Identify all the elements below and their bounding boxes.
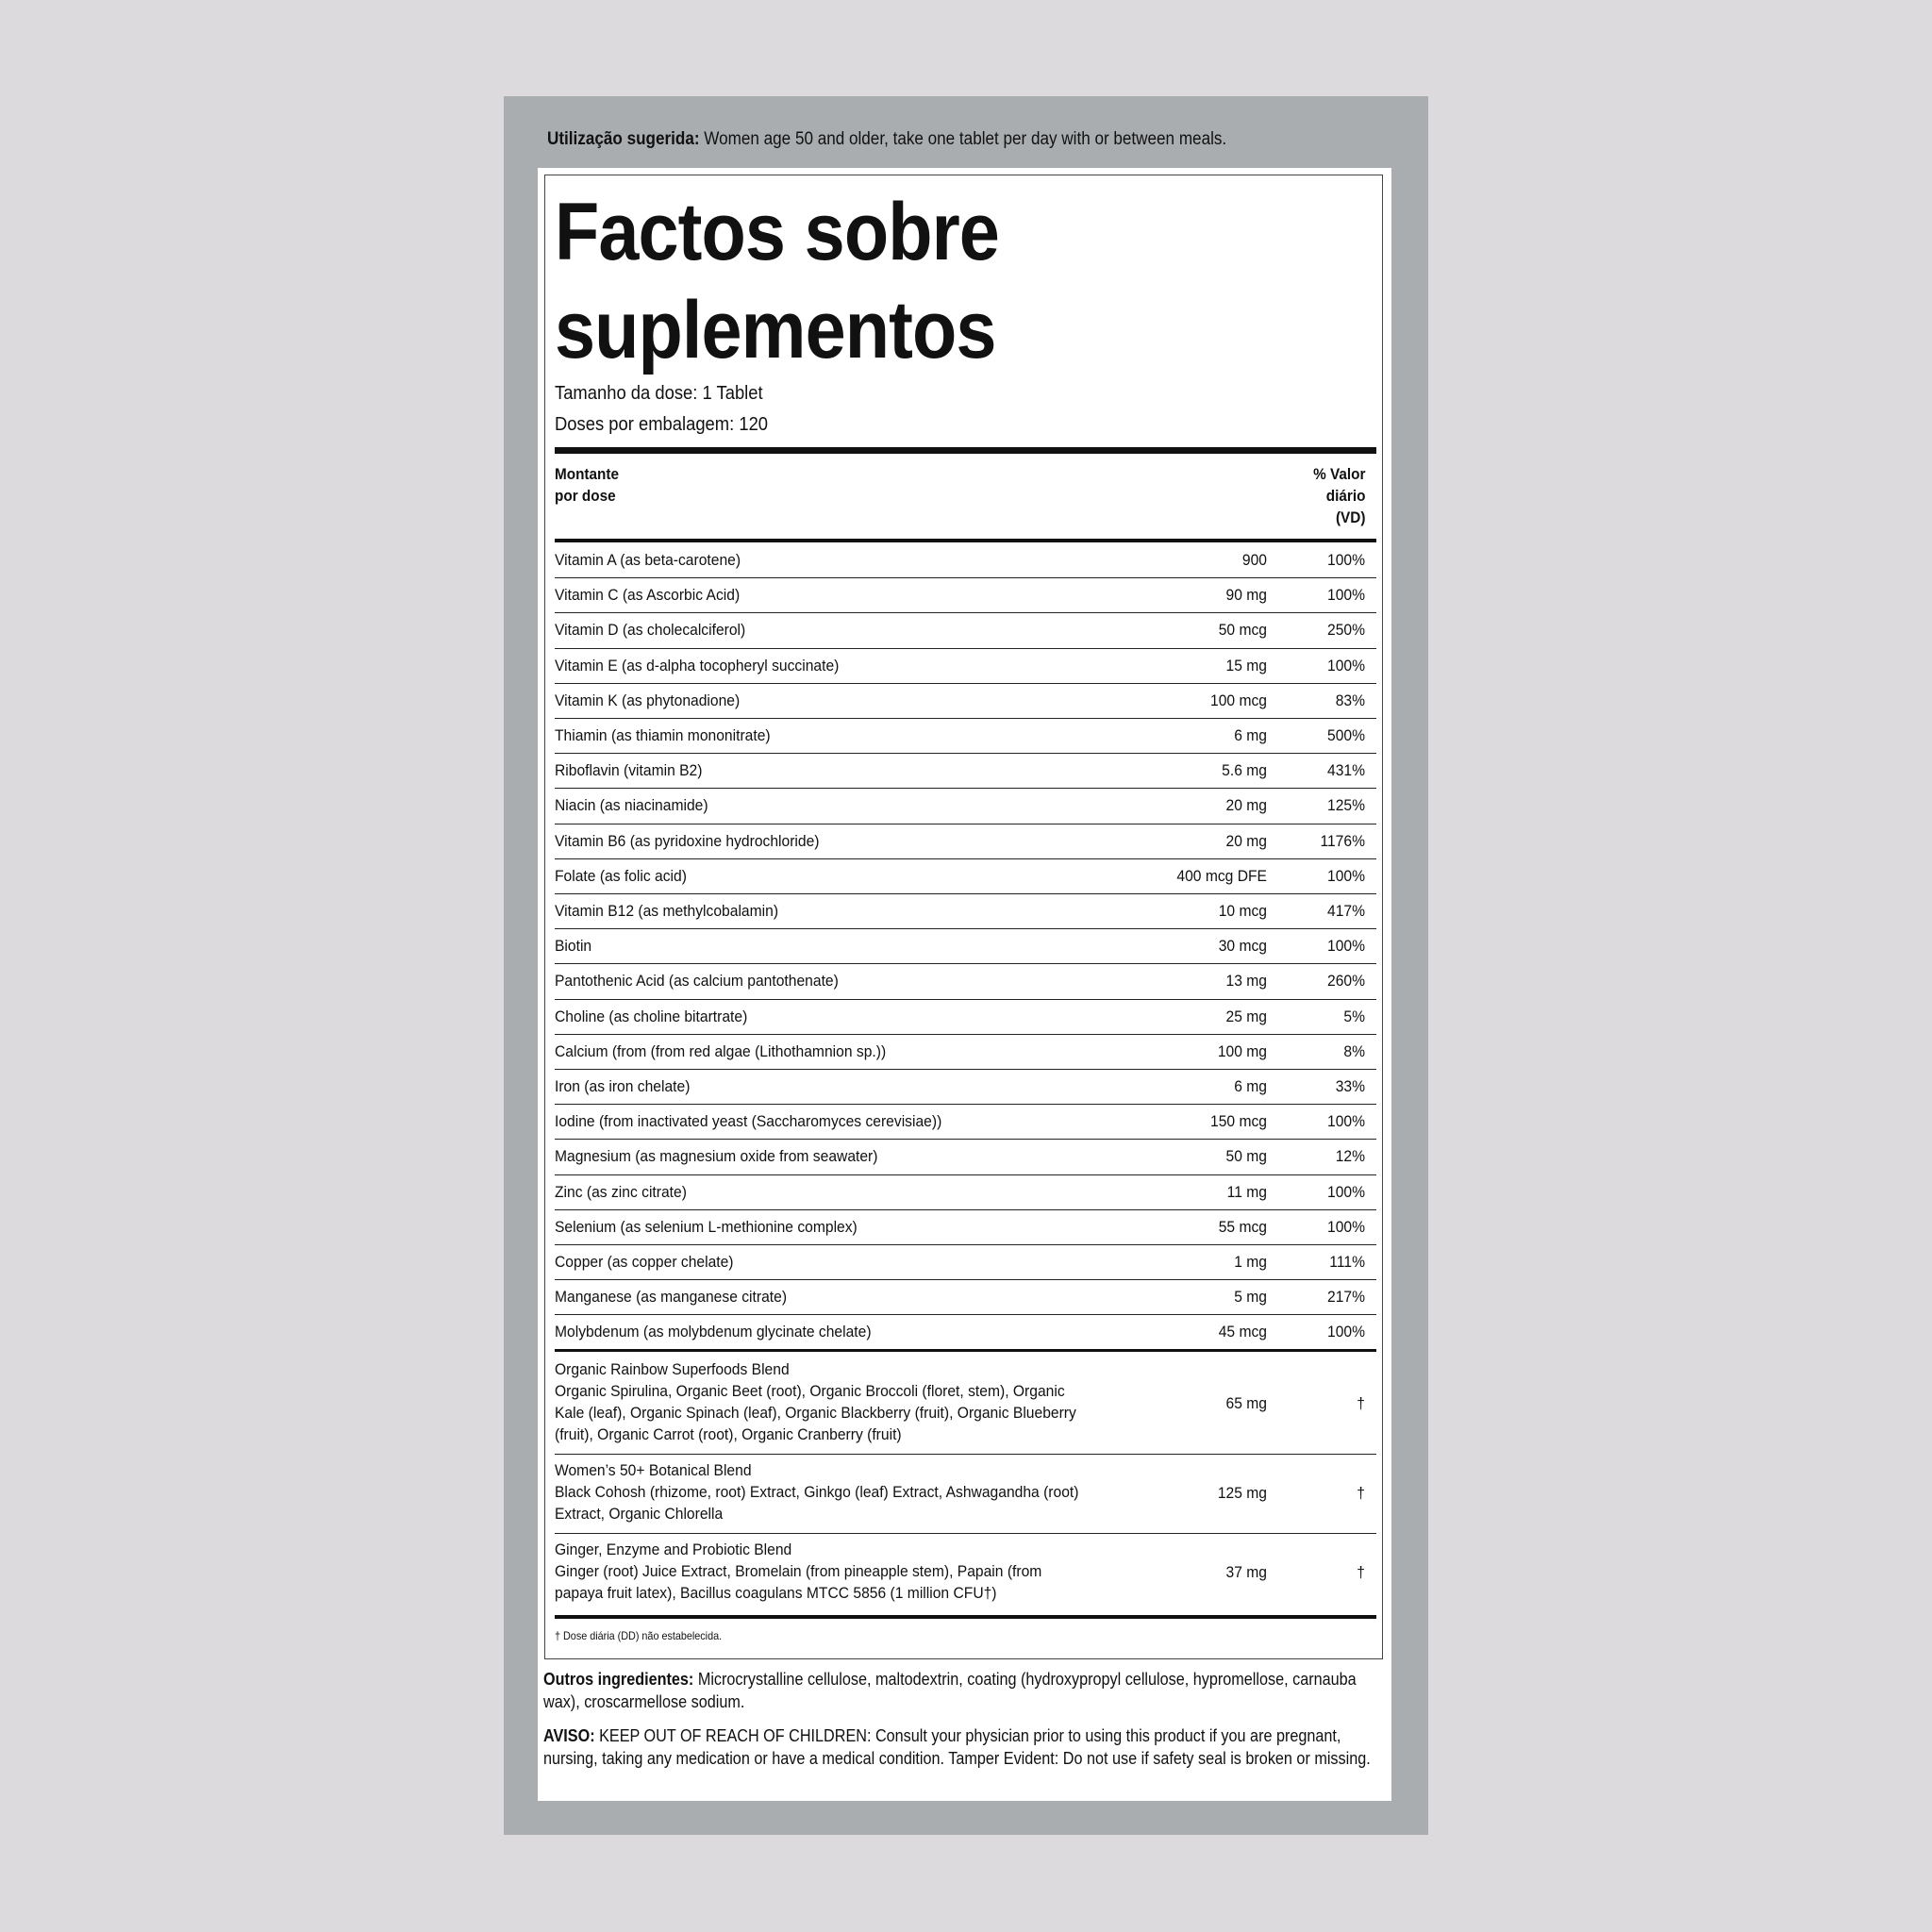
nutrient-daily-value: 1176% <box>1320 831 1365 850</box>
nutrient-name: Vitamin B6 (as pyridoxine hydrochloride) <box>555 831 820 850</box>
nutrient-amount: 100 mg <box>1217 1041 1267 1060</box>
nutrient-amount: 400 mcg DFE <box>1176 866 1267 885</box>
nutrient-amount: 6 mg <box>1234 726 1267 745</box>
nutrient-row <box>555 753 1376 789</box>
nutrient-name: Folate (as folic acid) <box>555 866 687 885</box>
nutrient-daily-value: 111% <box>1329 1253 1365 1272</box>
nutrient-name: Iron (as iron chelate) <box>555 1077 691 1096</box>
nutrient-row <box>555 788 1376 824</box>
thick-divider-bottom <box>555 1615 1376 1619</box>
blend-name: Ginger, Enzyme and Probiotic Blend <box>555 1540 792 1558</box>
nutrient-daily-value: 217% <box>1326 1288 1365 1307</box>
facts-title-line1: Factos sobre <box>555 187 999 277</box>
nutrient-daily-value: 417% <box>1326 902 1365 921</box>
blend-row <box>555 1353 1376 1455</box>
nutrient-amount: 45 mcg <box>1218 1323 1267 1341</box>
nutrient-row <box>555 963 1376 999</box>
nutrient-daily-value: 100% <box>1326 1217 1365 1236</box>
nutrient-amount: 20 mg <box>1225 796 1267 815</box>
other-ingredients-label: Outros ingredientes: <box>543 1670 694 1689</box>
nutrient-daily-value: 100% <box>1326 586 1365 605</box>
nutrient-amount: 5.6 mg <box>1222 761 1267 780</box>
nutrient-row <box>555 718 1376 754</box>
other-ingredients-text: Microcrystalline cellulose, maltodextrin, coating (hydroxypropyl cellulose, hypromellose, carnauba wax), croscarmellose sodium. <box>543 1670 1357 1711</box>
nutrient-amount: 10 mcg <box>1218 902 1267 921</box>
nutrient-name: Zinc (as zinc citrate) <box>555 1182 687 1201</box>
nutrient-name: Copper (as copper chelate) <box>555 1253 734 1272</box>
suggested-use <box>547 128 1311 151</box>
nutrient-name: Choline (as choline bitartrate) <box>555 1007 748 1025</box>
nutrient-name: Vitamin E (as d-alpha tocopheryl succinate) <box>555 656 840 675</box>
header-right-line2: diário <box>1325 487 1365 505</box>
other-ingredients <box>543 1668 1380 1713</box>
nutrient-row <box>555 1174 1376 1210</box>
nutrient-amount: 6 mg <box>1234 1077 1267 1096</box>
nutrient-daily-value: 100% <box>1326 1182 1365 1201</box>
nutrient-row <box>555 1069 1376 1105</box>
nutrient-row <box>555 928 1376 964</box>
nutrient-daily-value: 100% <box>1326 1323 1365 1341</box>
nutrient-amount: 90 mg <box>1225 586 1267 605</box>
nutrient-name: Molybdenum (as molybdenum glycinate chelate) <box>555 1323 872 1341</box>
nutrient-row <box>555 648 1376 684</box>
nutrient-daily-value: 250% <box>1326 621 1365 640</box>
nutrient-name: Iodine (from inactivated yeast (Saccharomyces cerevisiae)) <box>555 1112 942 1131</box>
nutrient-amount: 25 mg <box>1225 1007 1267 1025</box>
nutrient-row <box>555 1279 1376 1315</box>
nutrient-name: Biotin <box>555 937 592 956</box>
nutrient-amount: 30 mcg <box>1218 937 1267 956</box>
nutrient-daily-value: 500% <box>1326 726 1365 745</box>
nutrient-daily-value: 33% <box>1335 1077 1365 1096</box>
nutrient-row <box>555 1244 1376 1280</box>
nutrient-amount: 55 mcg <box>1218 1217 1267 1236</box>
nutrient-row <box>555 1314 1376 1349</box>
header-left-line2: por dose <box>555 487 616 505</box>
facts-title-line2: suplementos <box>555 285 996 375</box>
header-left-line1: Montante <box>555 465 619 483</box>
nutrient-name: Vitamin K (as phytonadione) <box>555 691 741 709</box>
nutrient-daily-value: 125% <box>1326 796 1365 815</box>
nutrient-row <box>555 683 1376 719</box>
blend-daily-value: † <box>1357 1563 1365 1582</box>
nutrient-amount: 20 mg <box>1225 831 1267 850</box>
nutrient-row <box>555 1104 1376 1140</box>
blend-row <box>555 1454 1376 1534</box>
nutrient-row <box>555 824 1376 859</box>
nutrient-amount: 1 mg <box>1234 1253 1267 1272</box>
nutrient-name: Magnesium (as magnesium oxide from seawater) <box>555 1147 878 1166</box>
nutrient-row <box>555 1139 1376 1174</box>
thick-divider-blends <box>555 1349 1376 1352</box>
nutrient-row <box>555 577 1376 613</box>
supplement-facts-box <box>544 175 1383 1659</box>
header-right-line3: (VD) <box>1335 508 1365 526</box>
nutrient-name: Calcium (from (from red algae (Lithothamnion sp.)) <box>555 1041 887 1060</box>
nutrient-daily-value: 12% <box>1335 1147 1365 1166</box>
nutrient-daily-value: 100% <box>1326 551 1365 570</box>
nutrient-daily-value: 260% <box>1326 972 1365 991</box>
warning-text: KEEP OUT OF REACH OF CHILDREN: Consult your physician prior to using this product if you are pregnant, nursing, taking any medication or have a medical condition. Tamper Evident: Do not use if safety seal is broken or missing. <box>543 1726 1371 1768</box>
serving-size: Tamanho da dose: 1 Tablet <box>555 383 763 404</box>
nutrient-amount: 15 mg <box>1225 656 1267 675</box>
blend-name: Organic Rainbow Superfoods Blend <box>555 1359 790 1378</box>
nutrient-row <box>555 858 1376 894</box>
nutrient-name: Riboflavin (vitamin B2) <box>555 761 703 780</box>
warning <box>543 1724 1380 1770</box>
nutrient-amount: 13 mg <box>1225 972 1267 991</box>
blend-amount: 125 mg <box>1217 1484 1267 1503</box>
nutrient-daily-value: 100% <box>1326 1112 1365 1131</box>
suggested-use-label: Utilização sugerida: <box>547 129 700 149</box>
blend-amount: 37 mg <box>1225 1563 1267 1582</box>
nutrient-amount: 11 mg <box>1226 1182 1267 1201</box>
warning-label: AVISO: <box>543 1726 595 1745</box>
nutrient-name: Pantothenic Acid (as calcium pantothenate) <box>555 972 839 991</box>
blend-daily-value: † <box>1357 1393 1365 1412</box>
amount-per-serving-header <box>555 463 619 507</box>
blend-description: Ginger (root) Juice Extract, Bromelain (from pineapple stem), Papain (from papaya fruit latex), Bacillus coagulans MTCC 5856 (1 million CFU†) <box>555 1561 1042 1602</box>
nutrient-name: Vitamin D (as cholecalciferol) <box>555 621 746 640</box>
nutrient-row <box>555 893 1376 929</box>
blend-description: Organic Spirulina, Organic Beet (root), Organic Broccoli (floret, stem), Organic Kale (leaf), Organic Spinach (leaf), Organic Blackberry (fruit), Organic Blueberry (fruit), Organic Carrot (root), Organic Cranberry (fruit) <box>555 1381 1076 1443</box>
thick-divider-top <box>555 447 1376 454</box>
footnote: † Dose diária (DD) não estabelecida. <box>555 1629 723 1642</box>
nutrient-amount: 5 mg <box>1234 1288 1267 1307</box>
nutrient-amount: 50 mg <box>1225 1147 1267 1166</box>
nutrient-daily-value: 100% <box>1326 866 1365 885</box>
nutrient-row <box>555 999 1376 1035</box>
label-panel <box>504 96 1428 1835</box>
header-right-line1: % Valor <box>1312 465 1365 483</box>
nutrient-name: Vitamin B12 (as methylcobalamin) <box>555 902 779 921</box>
facts-title <box>555 183 1149 379</box>
label-card <box>538 168 1391 1801</box>
nutrient-name: Niacin (as niacinamide) <box>555 796 708 815</box>
blend-text <box>555 1358 1084 1445</box>
nutrient-amount: 900 <box>1241 551 1267 570</box>
nutrient-amount: 150 mcg <box>1210 1112 1267 1131</box>
blend-description: Black Cohosh (rhizome, root) Extract, Ginkgo (leaf) Extract, Ashwagandha (root) Extract, Organic Chlorella <box>555 1482 1079 1523</box>
nutrient-name: Manganese (as manganese citrate) <box>555 1288 788 1307</box>
nutrient-daily-value: 100% <box>1326 656 1365 675</box>
suggested-use-text: Women age 50 and older, take one tablet per day with or between meals. <box>699 129 1227 149</box>
nutrient-amount: 50 mcg <box>1218 621 1267 640</box>
nutrient-row <box>555 1209 1376 1245</box>
blend-daily-value: † <box>1357 1484 1365 1503</box>
nutrient-row <box>555 612 1376 648</box>
blend-text <box>555 1539 1084 1604</box>
nutrient-daily-value: 8% <box>1343 1041 1365 1060</box>
nutrient-row <box>555 1034 1376 1070</box>
daily-value-header <box>1313 463 1365 528</box>
nutrient-daily-value: 100% <box>1326 937 1365 956</box>
nutrient-row <box>555 542 1376 578</box>
blend-text <box>555 1459 1084 1524</box>
nutrient-name: Selenium (as selenium L-methionine complex) <box>555 1217 858 1236</box>
nutrient-amount: 100 mcg <box>1210 691 1267 709</box>
nutrient-name: Vitamin A (as beta-carotene) <box>555 551 741 570</box>
servings-per-container: Doses por embalagem: 120 <box>555 414 769 435</box>
blend-amount: 65 mg <box>1225 1393 1267 1412</box>
nutrient-daily-value: 83% <box>1335 691 1365 709</box>
blend-name: Women’s 50+ Botanical Blend <box>555 1460 752 1479</box>
nutrient-daily-value: 431% <box>1326 761 1365 780</box>
blend-row <box>555 1533 1376 1612</box>
nutrient-daily-value: 5% <box>1343 1007 1365 1025</box>
nutrient-name: Thiamin (as thiamin mononitrate) <box>555 726 771 745</box>
nutrient-name: Vitamin C (as Ascorbic Acid) <box>555 586 741 605</box>
